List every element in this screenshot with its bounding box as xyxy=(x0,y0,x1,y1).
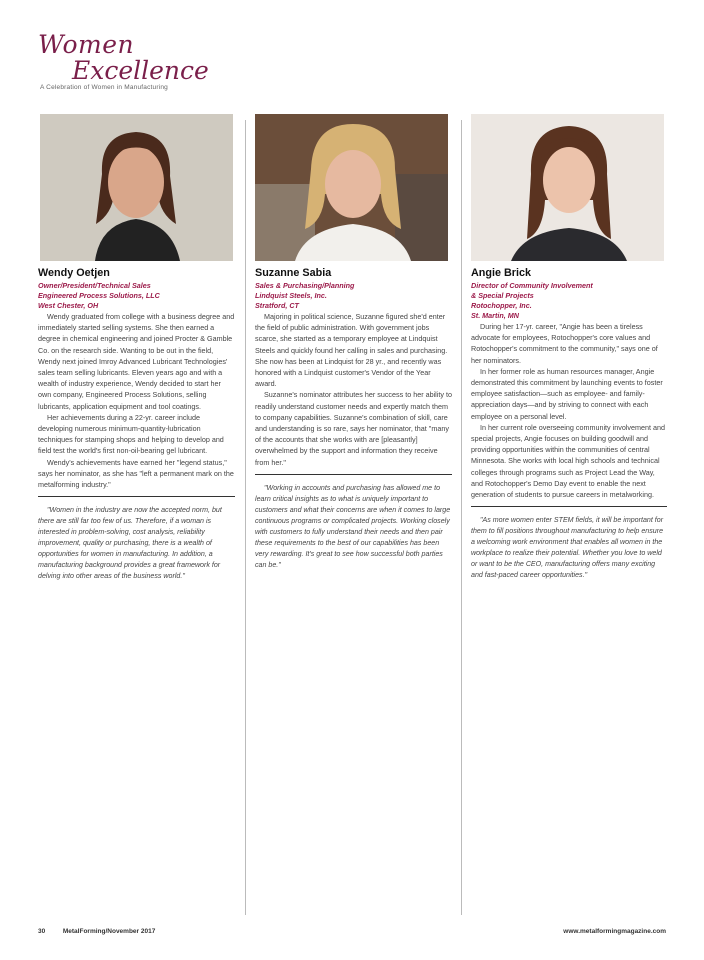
body-paragraph: In her current role overseeing community involvement and special projects, Angie focuses on building goodwill and providing opportunities within the communities of central Minnesota. She works with local high schools and technical colleges through programs such as Project Lead the Way, and Rotochopper's Demo Day event to enable the next generation of students to pursue careers in metalworking. xyxy=(471,422,665,500)
profile-name: Wendy Oetjen xyxy=(38,267,110,279)
column-divider xyxy=(245,120,246,915)
page-footer-left xyxy=(38,928,155,935)
body-paragraph: Suzanne's nominator attributes her success to her ability to readily understand customer needs and expertly match them to company capabilities. Suzanne's combination of skill, care and understanding is so rare, says her nominator, that "many of the accounts that she works with are [pleasantly] overwhelmed by the support and information they receive from her." xyxy=(255,390,452,467)
page-number: 30 xyxy=(38,928,46,935)
profile-body xyxy=(255,311,452,468)
profile-title: Sales & Purchasing/Planning xyxy=(255,281,355,290)
profile-location: West Chester, OH xyxy=(38,301,99,310)
body-paragraph: Majoring in political science, Suzanne figured she'd enter the field of public administration. With government jobs scarce, she started as a temporary employee at Lindquist Steels and quickly found her calling in sales and purchasing. She now has been at Lindquist for 28 yr., and recently was honored with a Lindquist customer's Vendor of the Year award. xyxy=(255,312,448,389)
profile-suzanne-sabia xyxy=(255,267,452,571)
photo-wendy-oetjen xyxy=(40,114,233,261)
profile-location: St. Martin, MN xyxy=(471,311,519,320)
body-paragraph: Wendy graduated from college with a business degree and immediately started selling systems. She then earned a degree in chemical engineering and joined Procter & Gamble Co. on the research side. Wanting to be out in the field, Wendy next joined Imroy Advanced Lubricant Technologies' sales team selling lubricants. Eleven years ago and with a wealth of industry experience, Wendy decided to start her own company, Engineered Process Solutions, selling lubricants, application equipment and tool coatings. xyxy=(38,312,235,411)
pull-quote: "As more women enter STEM fields, it will be important for them to fill positions throughout manufacturing to help ensure a welcoming work environment that enables all women in the workplace to realize their potential. Whether you love to weld or want to be the CEO, manufacturing offers many exciting and fast-paced career opportunities." xyxy=(471,506,667,581)
pull-quote: "Working in accounts and purchasing has allowed me to learn critical insights as to what is uniquely important to customers and what their concerns are when it comes to large continuous programs or complicated projects. Working closely with customers to fully understand their needs and then pair these requirements to the best of our capabilities has been very rewarding. It's great to see how successful both parties can be." xyxy=(255,474,452,571)
page-footer-right xyxy=(563,928,666,935)
body-paragraph: Wendy's achievements have earned her "legend status," says her nominator, as she has "left a permanent mark on the metalforming industry." xyxy=(38,457,234,490)
body-paragraph: Her achievements during a 22-yr. career include developing numerous minimum-quantity-lubrication techniques for stamping shops and helping to develop and field test the world's first non-oil-bearing gel lubricant. xyxy=(38,412,224,456)
profile-company: Lindquist Steels, Inc. xyxy=(255,291,327,300)
photo-suzanne-sabia xyxy=(255,114,448,261)
logo-tagline: A Celebration of Women in Manufacturing xyxy=(40,84,168,91)
logo-line-2: Excellence xyxy=(72,56,209,85)
photo-angie-brick xyxy=(471,114,664,261)
profile-wendy-oetjen xyxy=(38,267,235,582)
profile-body xyxy=(471,321,667,500)
website-link[interactable]: www.metalformingmagazine.com xyxy=(563,928,666,935)
profile-body xyxy=(38,311,235,490)
pull-quote: "Women in the industry are now the accepted norm, but there are still far too few of us. Therefore, if a woman is interested in problem-solving, cost analysis, reliability improvement, quality or purchasing, there is a wealth of opportunities for women in manufacturing. In addition, a manufacturing background provides a great framework for delving into other areas of the business world." xyxy=(38,496,235,582)
profile-title-cont: & Special Projects xyxy=(471,291,534,300)
profile-title: Owner/President/Technical Sales xyxy=(38,281,151,290)
profile-location: Stratford, CT xyxy=(255,301,299,310)
profile-name: Suzanne Sabia xyxy=(255,267,332,279)
profile-title: Director of Community Involvement xyxy=(471,281,593,290)
column-divider xyxy=(461,120,462,915)
publication-issue: MetalForming/November 2017 xyxy=(62,928,156,935)
profile-name: Angie Brick xyxy=(471,267,531,279)
logo-line-1: Women xyxy=(38,30,135,59)
profile-angie-brick xyxy=(471,267,667,581)
profile-company: Rotochopper, Inc. xyxy=(471,301,532,310)
body-paragraph: In her former role as human resources manager, Angie demonstrated this commitment by launching events to foster employee satisfaction—such as employee- and family-appreciation days—and by striving to connect with each employee on a personal level. xyxy=(471,366,663,421)
body-paragraph: During her 17-yr. career, "Angie has been a tireless advocate for employees, Rotochopper's core values and Rotochopper's commitment to the community," says one of her nominators. xyxy=(471,322,658,365)
profile-company: Engineered Process Solutions, LLC xyxy=(38,291,160,300)
magazine-feature-logo xyxy=(38,30,209,92)
